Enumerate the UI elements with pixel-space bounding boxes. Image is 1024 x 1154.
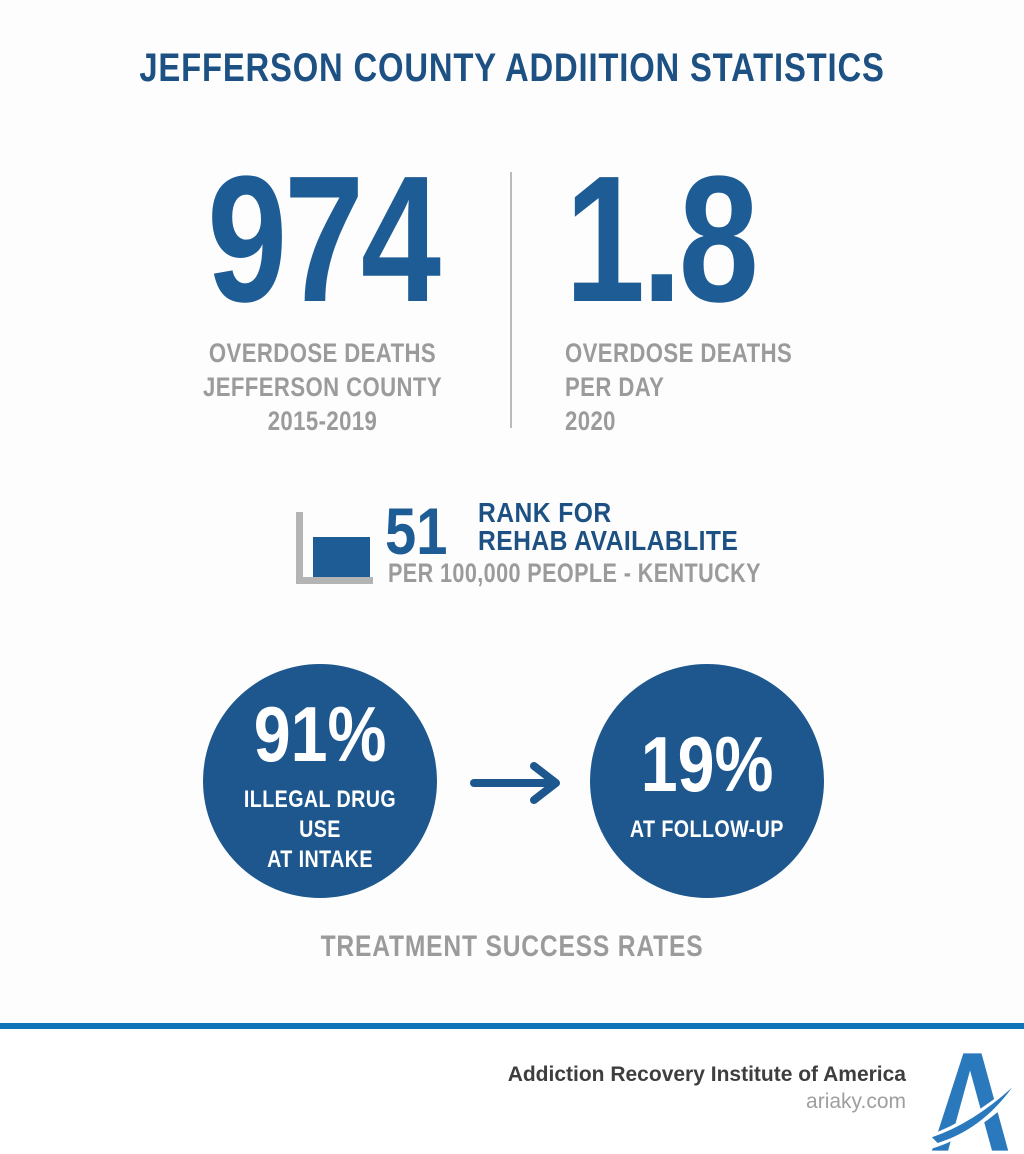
stat-overdose-per-day-label: OVERDOSE DEATHS PER DAY 2020 (565, 338, 793, 436)
intake-label: ILLEGAL DRUG USE AT INTAKE (243, 786, 397, 873)
aria-a-logo (930, 1051, 1012, 1151)
page-title (0, 48, 1024, 88)
stat-overdose-total-label: OVERDOSE DEATHS JEFFERSON COUNTY 2015-2019 (202, 338, 443, 436)
bar-chart-icon-axis-horizontal (296, 577, 373, 584)
followup-circle (590, 664, 824, 898)
stats-divider (510, 172, 512, 428)
treatment-caption: TREATMENT SUCCESS RATES (320, 930, 704, 963)
followup-label: AT FOLLOW-UP (630, 816, 784, 843)
bar-chart-icon-axis-vertical (296, 512, 303, 584)
rank-subtitle: PER 100,000 PEOPLE - KENTUCKY (388, 558, 761, 588)
intake-value: 91% (253, 690, 387, 778)
followup-value: 19% (640, 720, 774, 808)
bar-chart-icon-bar (313, 537, 370, 577)
page-title-text: JEFFERSON COUNTY ADDIITION STATISTICS (139, 46, 885, 90)
bar-chart-icon (296, 512, 373, 584)
footer-org-name: Addiction Recovery Institute of America (507, 1063, 906, 1086)
stat-overdose-per-day (565, 139, 905, 438)
right-arrow-icon (468, 758, 568, 808)
footer (0, 1029, 1024, 1154)
rank-value: 51 (385, 494, 448, 568)
stat-overdose-per-day-value: 1.8 (565, 139, 756, 340)
stat-overdose-total-value: 974 (207, 139, 438, 340)
intake-circle (203, 664, 437, 898)
rank-title: RANK FOR REHAB AVAILABLITE (478, 497, 739, 556)
stat-overdose-total (140, 139, 505, 438)
footer-text (508, 1062, 906, 1114)
footer-website: ariaky.com (806, 1090, 906, 1114)
